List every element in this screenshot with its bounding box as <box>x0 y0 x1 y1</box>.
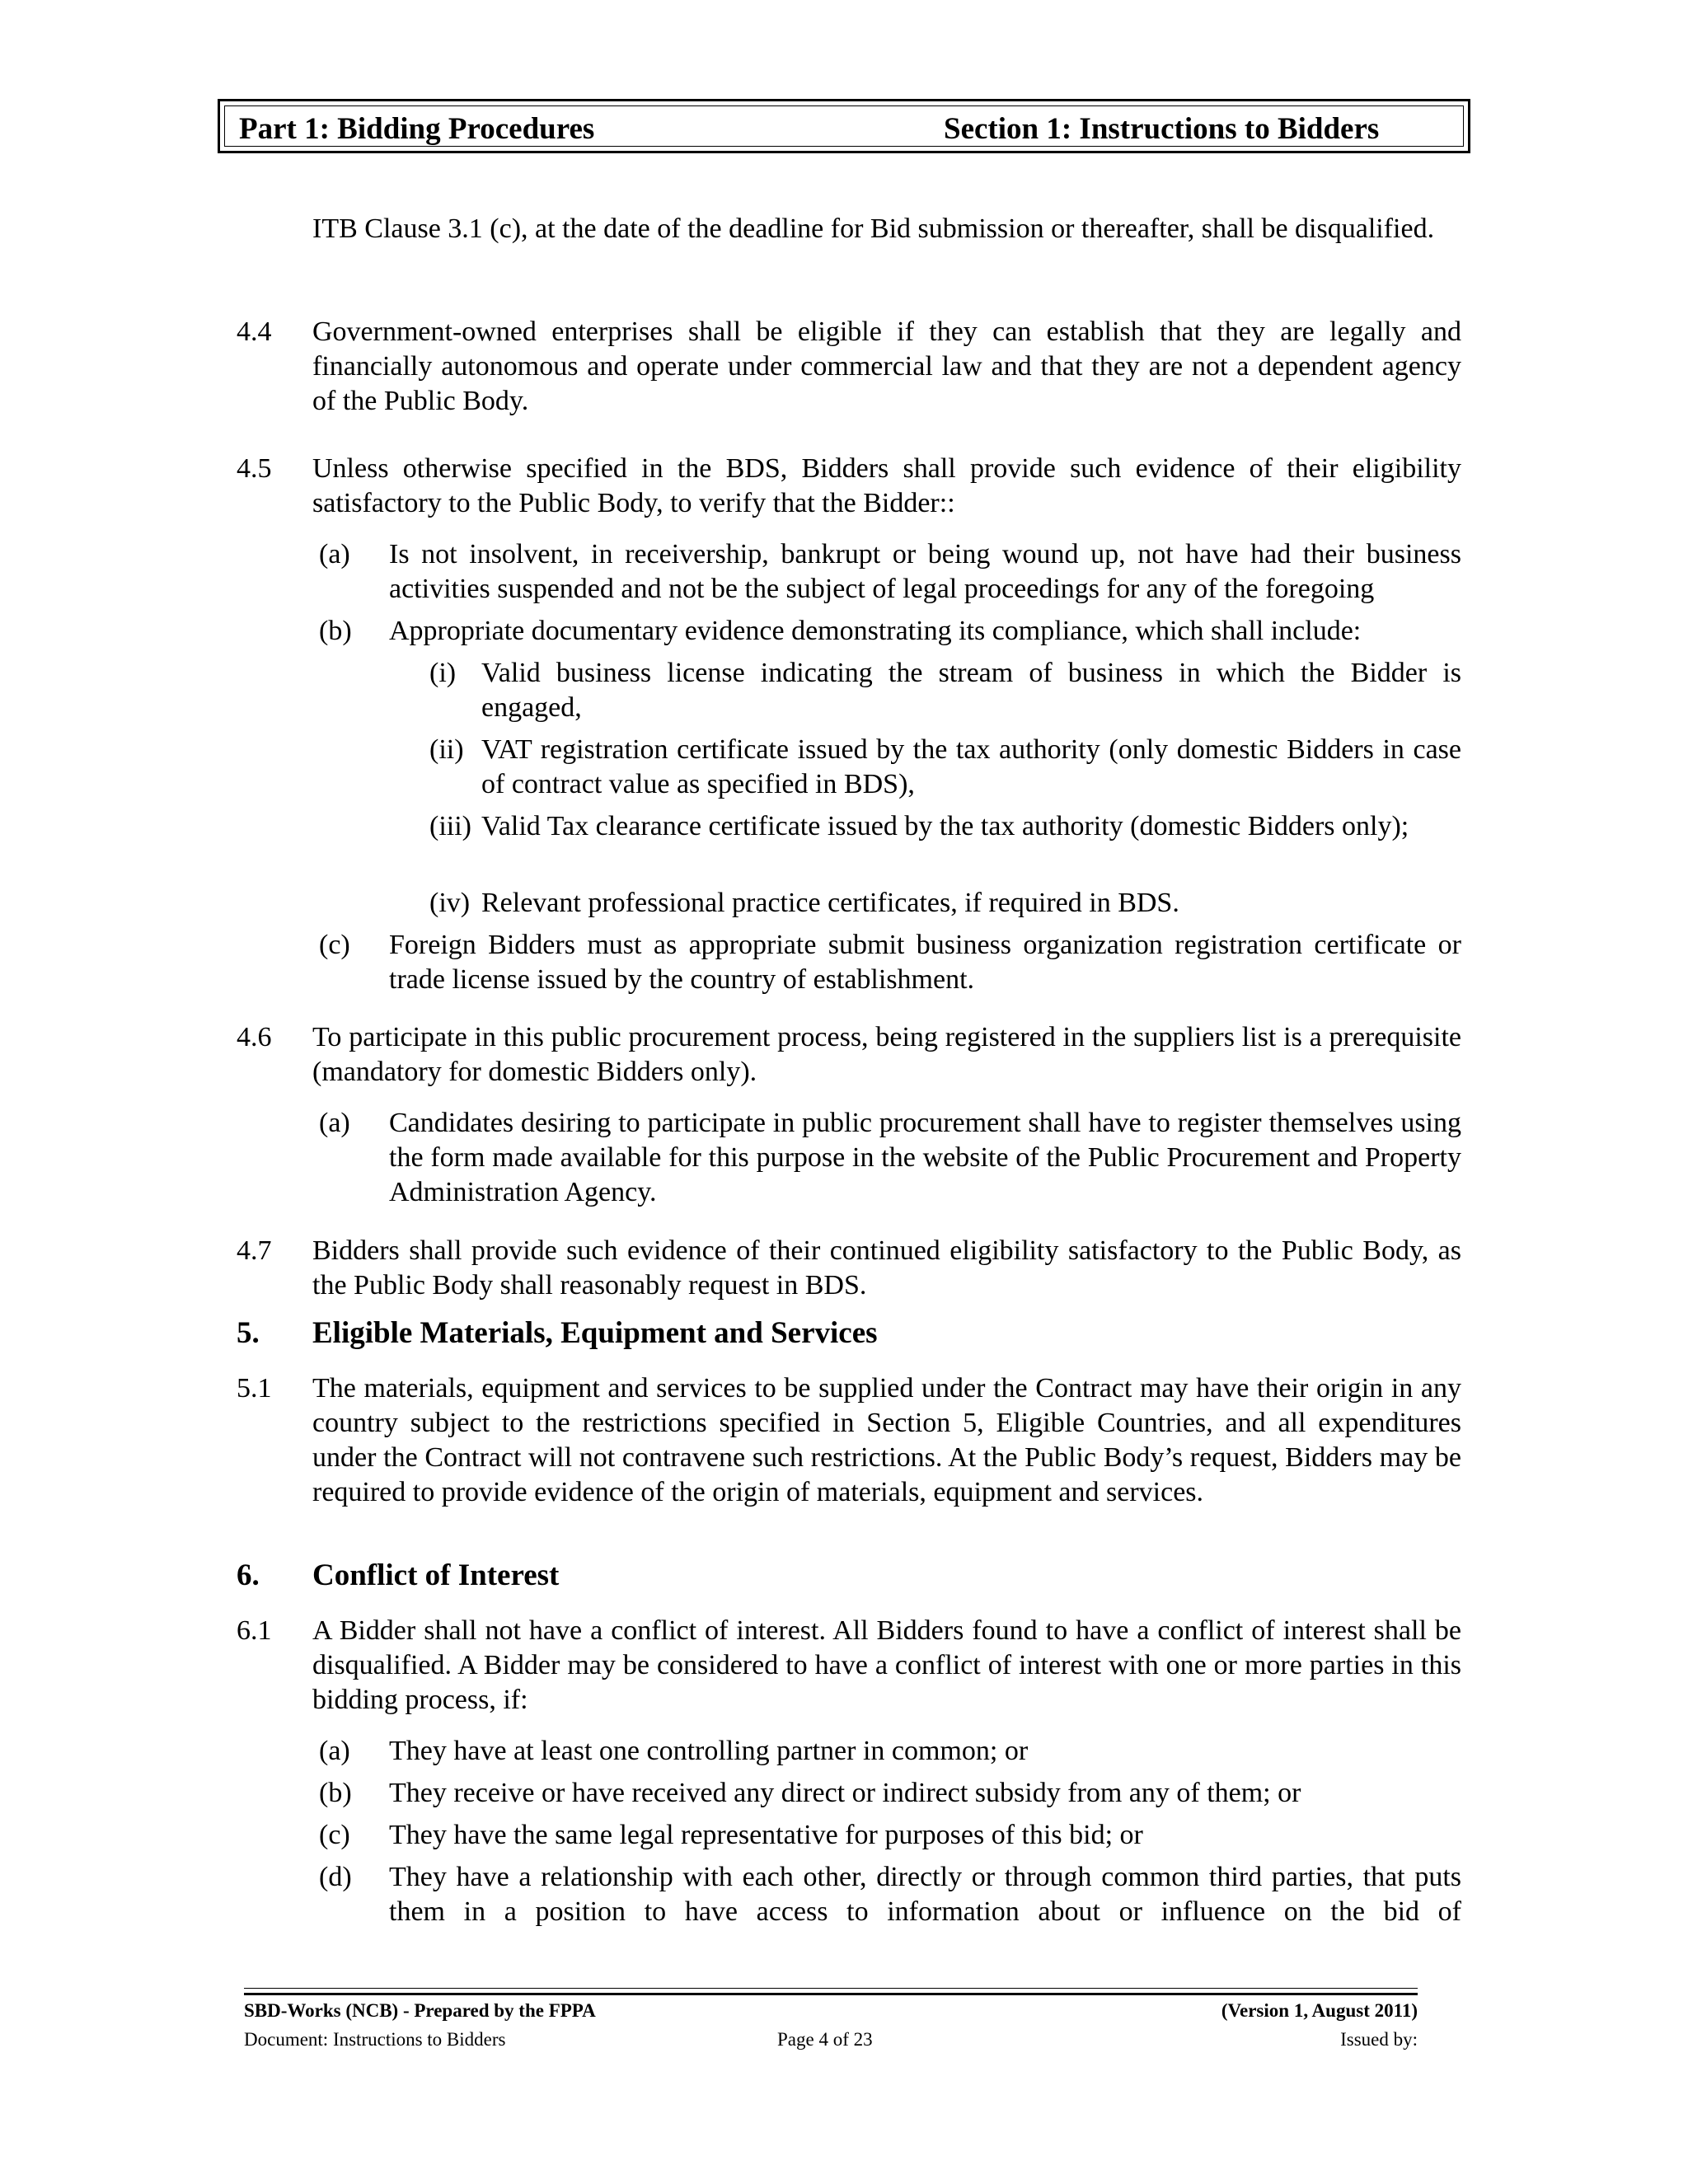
clause-number-4-4: 4.4 <box>237 316 272 347</box>
subitem-text-ii: VAT registration certificate issued by the tax authority (only domestic Bidders in case of contract value as specified in BDS), <box>481 734 1461 799</box>
item-label-4-5-c: (c) <box>319 930 350 960</box>
item-label-6-1-a: (a) <box>319 1736 350 1766</box>
item-text-6-1-c: They have the same legal representative for purposes of this bid; or <box>389 1820 1143 1850</box>
clause-number-4-6: 4.6 <box>237 1022 272 1052</box>
section-title-5: Eligible Materials, Equipment and Services <box>312 1316 878 1350</box>
item-label-6-1-b: (b) <box>319 1778 352 1808</box>
clause-text-4-6: To participate in this public procurement process, being registered in the suppliers list is a prerequisite (mandatory for domestic Bidders only). <box>312 1022 1461 1087</box>
clause-text-6-1: A Bidder shall not have a conflict of interest. All Bidders found to have a conflict of interest shall be disqualified. A Bidder may be considered to have a conflict of interest with one or more parties in this bidding process, if: <box>312 1615 1461 1715</box>
item-label-4-5-a: (a) <box>319 539 350 569</box>
item-text-4-5-c: Foreign Bidders must as appropriate submit business organization registration certificate or trade license issued by the country of establishment. <box>389 930 1461 995</box>
clause-text-4-5: Unless otherwise specified in the BDS, Bidders shall provide such evidence of their eligibility satisfactory to the Public Body, to verify that the Bidder:: <box>312 453 1461 518</box>
header-section-title: Section 1: Instructions to Bidders <box>944 112 1380 146</box>
subitem-label-iii: (iii) <box>429 811 471 841</box>
footer-prepared-by: SBD-Works (NCB) - Prepared by the FPPA <box>244 2000 596 2021</box>
section-number-6: 6. <box>237 1558 260 1592</box>
item-label-4-6-a: (a) <box>319 1108 350 1138</box>
footer-rule-thin <box>244 1988 1418 1989</box>
subitem-label-iv: (iv) <box>429 888 471 918</box>
footer-rule-thick <box>244 1993 1418 1995</box>
section-title-6: Conflict of Interest <box>312 1558 560 1592</box>
clause-number-4-5: 4.5 <box>237 453 272 484</box>
header-part-title: Part 1: Bidding Procedures <box>239 112 595 146</box>
item-text-6-1-b: They receive or have received any direct or indirect subsidy from any of them; or <box>389 1778 1301 1808</box>
item-label-6-1-d: (d) <box>319 1862 352 1892</box>
subitem-text-i: Valid business license indicating the stream of business in which the Bidder is engaged, <box>481 658 1461 723</box>
subitem-label-i: (i) <box>429 658 457 688</box>
item-text-4-5-b: Appropriate documentary evidence demonstrating its compliance, which shall include: <box>389 616 1362 646</box>
item-text-4-5-a: Is not insolvent, in receivership, bankrupt or being wound up, not have had their business activities suspended and not be the subject of legal proceedings for any of the foregoing <box>389 539 1461 604</box>
continuation-paragraph: ITB Clause 3.1 (c), at the date of the deadline for Bid submission or thereafter, shall be disqualified. <box>312 213 1435 244</box>
clause-number-6-1: 6.1 <box>237 1615 272 1646</box>
item-text-6-1-d: They have a relationship with each other, directly or through common third parties, that puts them in a position to have access to information about or influence on the bid of <box>389 1862 1461 1927</box>
item-text-6-1-a: They have at least one controlling partner in common; or <box>389 1736 1029 1766</box>
clause-number-4-7: 4.7 <box>237 1235 272 1266</box>
clause-text-4-7: Bidders shall provide such evidence of their continued eligibility satisfactory to the Public Body, as the Public Body shall reasonably request in BDS. <box>312 1235 1461 1301</box>
item-label-4-5-b: (b) <box>319 616 352 646</box>
section-number-5: 5. <box>237 1316 260 1350</box>
subitem-text-iii: Valid Tax clearance certificate issued by the tax authority (domestic Bidders only); <box>481 811 1409 841</box>
subitem-text-iv: Relevant professional practice certificates, if required in BDS. <box>481 888 1179 918</box>
footer-page-number: Page 4 of 23 <box>777 2029 873 2050</box>
item-label-6-1-c: (c) <box>319 1820 350 1850</box>
subitem-label-ii: (ii) <box>429 734 464 765</box>
page-header <box>218 99 1470 153</box>
item-text-4-6-a: Candidates desiring to participate in public procurement shall have to register themselves using the form made available for this purpose in the website of the Public Procurement and Property Administration Agency. <box>389 1108 1461 1207</box>
footer-issued-by: Issued by: <box>1340 2029 1418 2050</box>
clause-text-5-1: The materials, equipment and services to be supplied under the Contract may have their origin in any country subject to the restrictions specified in Section 5, Eligible Countries, and all expenditures under the Contract will not contravene such restrictions. At the Public Body’s request, Bidders may be required to provide evidence of the origin of materials, equipment and services. <box>312 1373 1461 1507</box>
page-header-inner-border <box>224 105 1464 147</box>
clause-text-4-4: Government-owned enterprises shall be eligible if they can establish that they are legally and financially autonomous and operate under commercial law and that they are not a dependent agency of the Public Body. <box>312 316 1461 416</box>
clause-number-5-1: 5.1 <box>237 1373 272 1404</box>
footer-version: (Version 1, August 2011) <box>1221 2000 1418 2021</box>
footer-document-name: Document: Instructions to Bidders <box>244 2029 506 2050</box>
